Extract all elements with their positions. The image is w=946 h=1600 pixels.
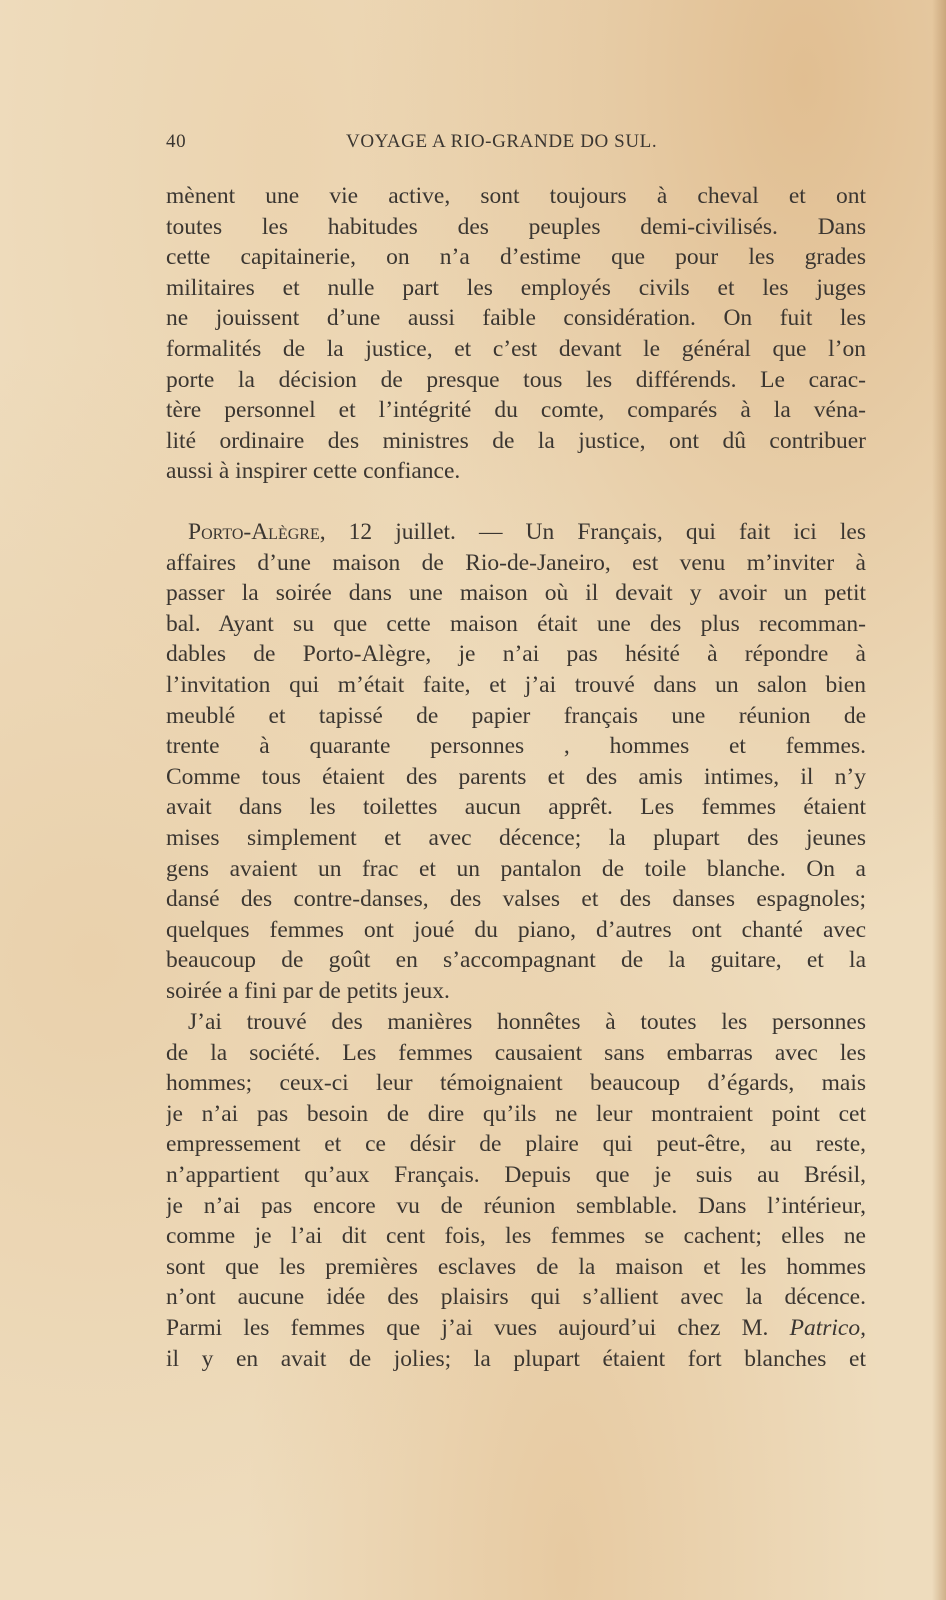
text-line: lité ordinaire des ministres de la justice, ont dû contribuer bbox=[166, 427, 866, 454]
text-line: dansé des contre-danses, des valses et des danses espagnoles; bbox=[166, 886, 866, 913]
text-line: je n’ai pas encore vu de réunion semblable. Dans l’intérieur, bbox=[166, 1192, 866, 1219]
dated-entry-line bbox=[166, 517, 866, 548]
text-line: empressement et ce désir de plaire qui peut-être, au reste, bbox=[166, 1131, 866, 1158]
text-line: dables de Porto-Alègre, je n’ai pas hésité à répondre à bbox=[166, 641, 866, 668]
text-line: sont que les premières esclaves de la maison et les hommes bbox=[166, 1253, 866, 1280]
text-line: n’ont aucune idée des plaisirs qui s’allient avec la décence. bbox=[166, 1284, 866, 1311]
page-edge bbox=[932, 0, 946, 1600]
entry-date-text: 12 juillet. — Un Français, qui fait ici les bbox=[325, 519, 866, 545]
text-line: mènent une vie active, sont toujours à cheval et ont bbox=[166, 183, 866, 209]
text-line: meublé et tapissé de papier français une réunion de bbox=[166, 702, 866, 729]
text-line: formalités de la justice, et c’est devant le général que l’on bbox=[166, 335, 866, 362]
text-line: avait dans les toilettes aucun apprêt. Les femmes étaient bbox=[166, 794, 866, 821]
text-line: trente à quarante personnes , hommes et femmes. bbox=[166, 733, 866, 760]
text-line: il y en avait de jolies; la plupart étaient fort blanches et bbox=[166, 1345, 866, 1372]
text-line: passer la soirée dans une maison où il devait y avoir un petit bbox=[166, 580, 866, 607]
text-line: gens avaient un frac et un pantalon de toile blanche. On a bbox=[166, 855, 866, 882]
running-title: VOYAGE A RIO-GRANDE DO SUL. bbox=[346, 131, 658, 152]
text-line: hommes; ceux-ci leur témoignaient beaucoup d’égards, mais bbox=[166, 1070, 866, 1097]
entry-place: Porto-Alègre, bbox=[188, 519, 326, 545]
text-line: de la société. Les femmes causaient sans embarras avec les bbox=[166, 1039, 866, 1066]
text-span: Parmi les femmes que j’ai vues aujourd’ui chez M. bbox=[166, 1314, 790, 1341]
text-line: je n’ai pas besoin de dire qu’ils ne leur montraient point cet bbox=[166, 1100, 866, 1127]
text-line-with-name bbox=[166, 1313, 866, 1344]
text-line: porte la décision de presque tous les différends. Le carac- bbox=[166, 366, 866, 393]
paragraph-2 bbox=[166, 517, 866, 1007]
text-line: ne jouissent d’une aussi faible considération. On fuit les bbox=[166, 305, 866, 332]
italic-name: Patrico, bbox=[789, 1314, 866, 1341]
text-line: affaires d’une maison de Rio-de-Janeiro, est venu m’inviter à bbox=[166, 549, 866, 576]
text-line: beaucoup de goût en s’accompagnant de la guitare, et la bbox=[166, 947, 866, 974]
text-line: aussi à inspirer cette confiance. bbox=[166, 458, 461, 485]
text-line: mises simplement et avec décence; la plupart des jeunes bbox=[166, 824, 866, 851]
text-line: toutes les habitudes des peuples demi-civilisés. Dans bbox=[166, 213, 866, 240]
text-line: cette capitainerie, on n’a d’estime que pour les grades bbox=[166, 244, 866, 271]
text-line: tère personnel et l’intégrité du comte, comparés à la véna- bbox=[166, 397, 866, 424]
text-line: soirée a fini par de petits jeux. bbox=[166, 977, 450, 1004]
text-line: l’invitation qui m’était faite, et j’ai trouvé dans un salon bien bbox=[166, 671, 866, 698]
text-line: n’appartient qu’aux Français. Depuis que je suis au Brésil, bbox=[166, 1161, 866, 1188]
paragraph-3 bbox=[166, 1007, 866, 1374]
page-number: 40 bbox=[166, 131, 187, 152]
text-line: J’ai trouvé des manières honnêtes à toutes les personnes bbox=[188, 1009, 866, 1035]
text-line: bal. Ayant su que cette maison était une des plus recomman- bbox=[166, 610, 866, 637]
text-line: quelques femmes ont joué du piano, d’autres ont chanté avec bbox=[166, 916, 866, 943]
text-line: Comme tous étaient des parents et des amis intimes, il n’y bbox=[166, 763, 866, 790]
text-line: militaires et nulle part les employés civils et les juges bbox=[166, 274, 866, 301]
paragraph-1 bbox=[166, 181, 866, 487]
running-header bbox=[166, 131, 696, 161]
text-line: comme je l’ai dit cent fois, les femmes se cachent; elles ne bbox=[166, 1223, 866, 1250]
